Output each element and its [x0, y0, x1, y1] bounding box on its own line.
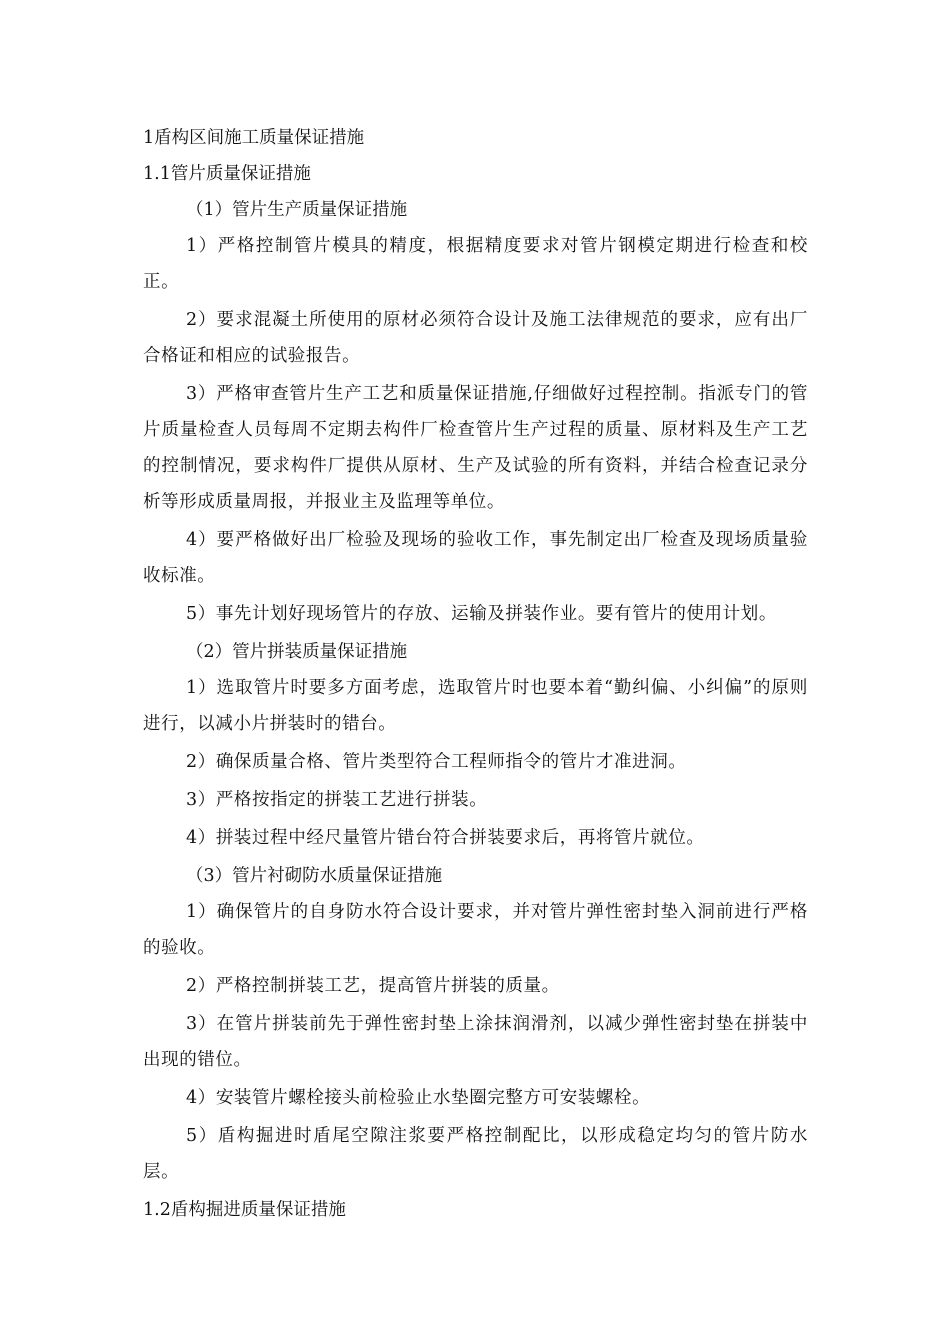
section-1-1-heading: 1.1管片质量保证措施: [143, 164, 311, 184]
paragraph: 4）安装管片螺栓接头前检验止水垫圈完整方可安装螺栓。: [186, 1088, 651, 1108]
subsection-3-heading: （3）管片衬砌防水质量保证措施: [186, 866, 443, 886]
paragraph: 4）要严格做好出厂检验及现场的验收工作，事先制定出厂检查及现场质量验收标准。: [143, 530, 808, 586]
paragraph: 5）事先计划好现场管片的存放、运输及拼装作业。要有管片的使用计划。: [186, 604, 777, 624]
paragraph: 1）严格控制管片模具的精度，根据精度要求对管片钢模定期进行检查和校正。: [143, 236, 808, 292]
paragraph: 3）严格审查管片生产工艺和质量保证措施,仔细做好过程控制。指派专门的管片质量检查人员每周不定期去构件厂检查管片生产过程的质量、原材料及生产工艺的控制情况，要求构件厂提供从原材、生产及试验的所有资料，并结合检查记录分析等形成质量周报，并报业主及监理等单位。: [143, 384, 808, 512]
paragraph: 1）选取管片时要多方面考虑，选取管片时也要本着“勤纠偏、小纠偏”的原则进行，以减小片拼装时的错台。: [143, 678, 808, 734]
paragraph: 3）在管片拼装前先于弹性密封垫上涂抹润滑剂，以减少弹性密封垫在拼装中出现的错位。: [143, 1014, 808, 1070]
paragraph: 4）拼装过程中经尺量管片错台符合拼装要求后，再将管片就位。: [186, 828, 705, 848]
subsection-2-heading: （2）管片拼装质量保证措施: [186, 642, 408, 662]
section-1-heading: 1盾构区间施工质量保证措施: [143, 128, 365, 148]
paragraph: 2）要求混凝土所使用的原材必须符合设计及施工法律规范的要求，应有出厂合格证和相应的试验报告。: [143, 310, 808, 366]
document-body: [143, 120, 808, 1228]
paragraph: 3）严格按指定的拼装工艺进行拼装。: [186, 790, 488, 810]
paragraph: 2）确保质量合格、管片类型符合工程师指令的管片才准进洞。: [186, 752, 687, 772]
paragraph: 5）盾构掘进时盾尾空隙注浆要严格控制配比，以形成稳定均匀的管片防水层。: [143, 1126, 808, 1182]
section-1-2-heading: 1.2盾构掘进质量保证措施: [143, 1200, 346, 1220]
paragraph: 2）严格控制拼装工艺，提高管片拼装的质量。: [186, 976, 560, 996]
paragraph: 1）确保管片的自身防水符合设计要求，并对管片弹性密封垫入洞前进行严格的验收。: [143, 902, 808, 958]
subsection-1-heading: （1）管片生产质量保证措施: [186, 200, 408, 220]
